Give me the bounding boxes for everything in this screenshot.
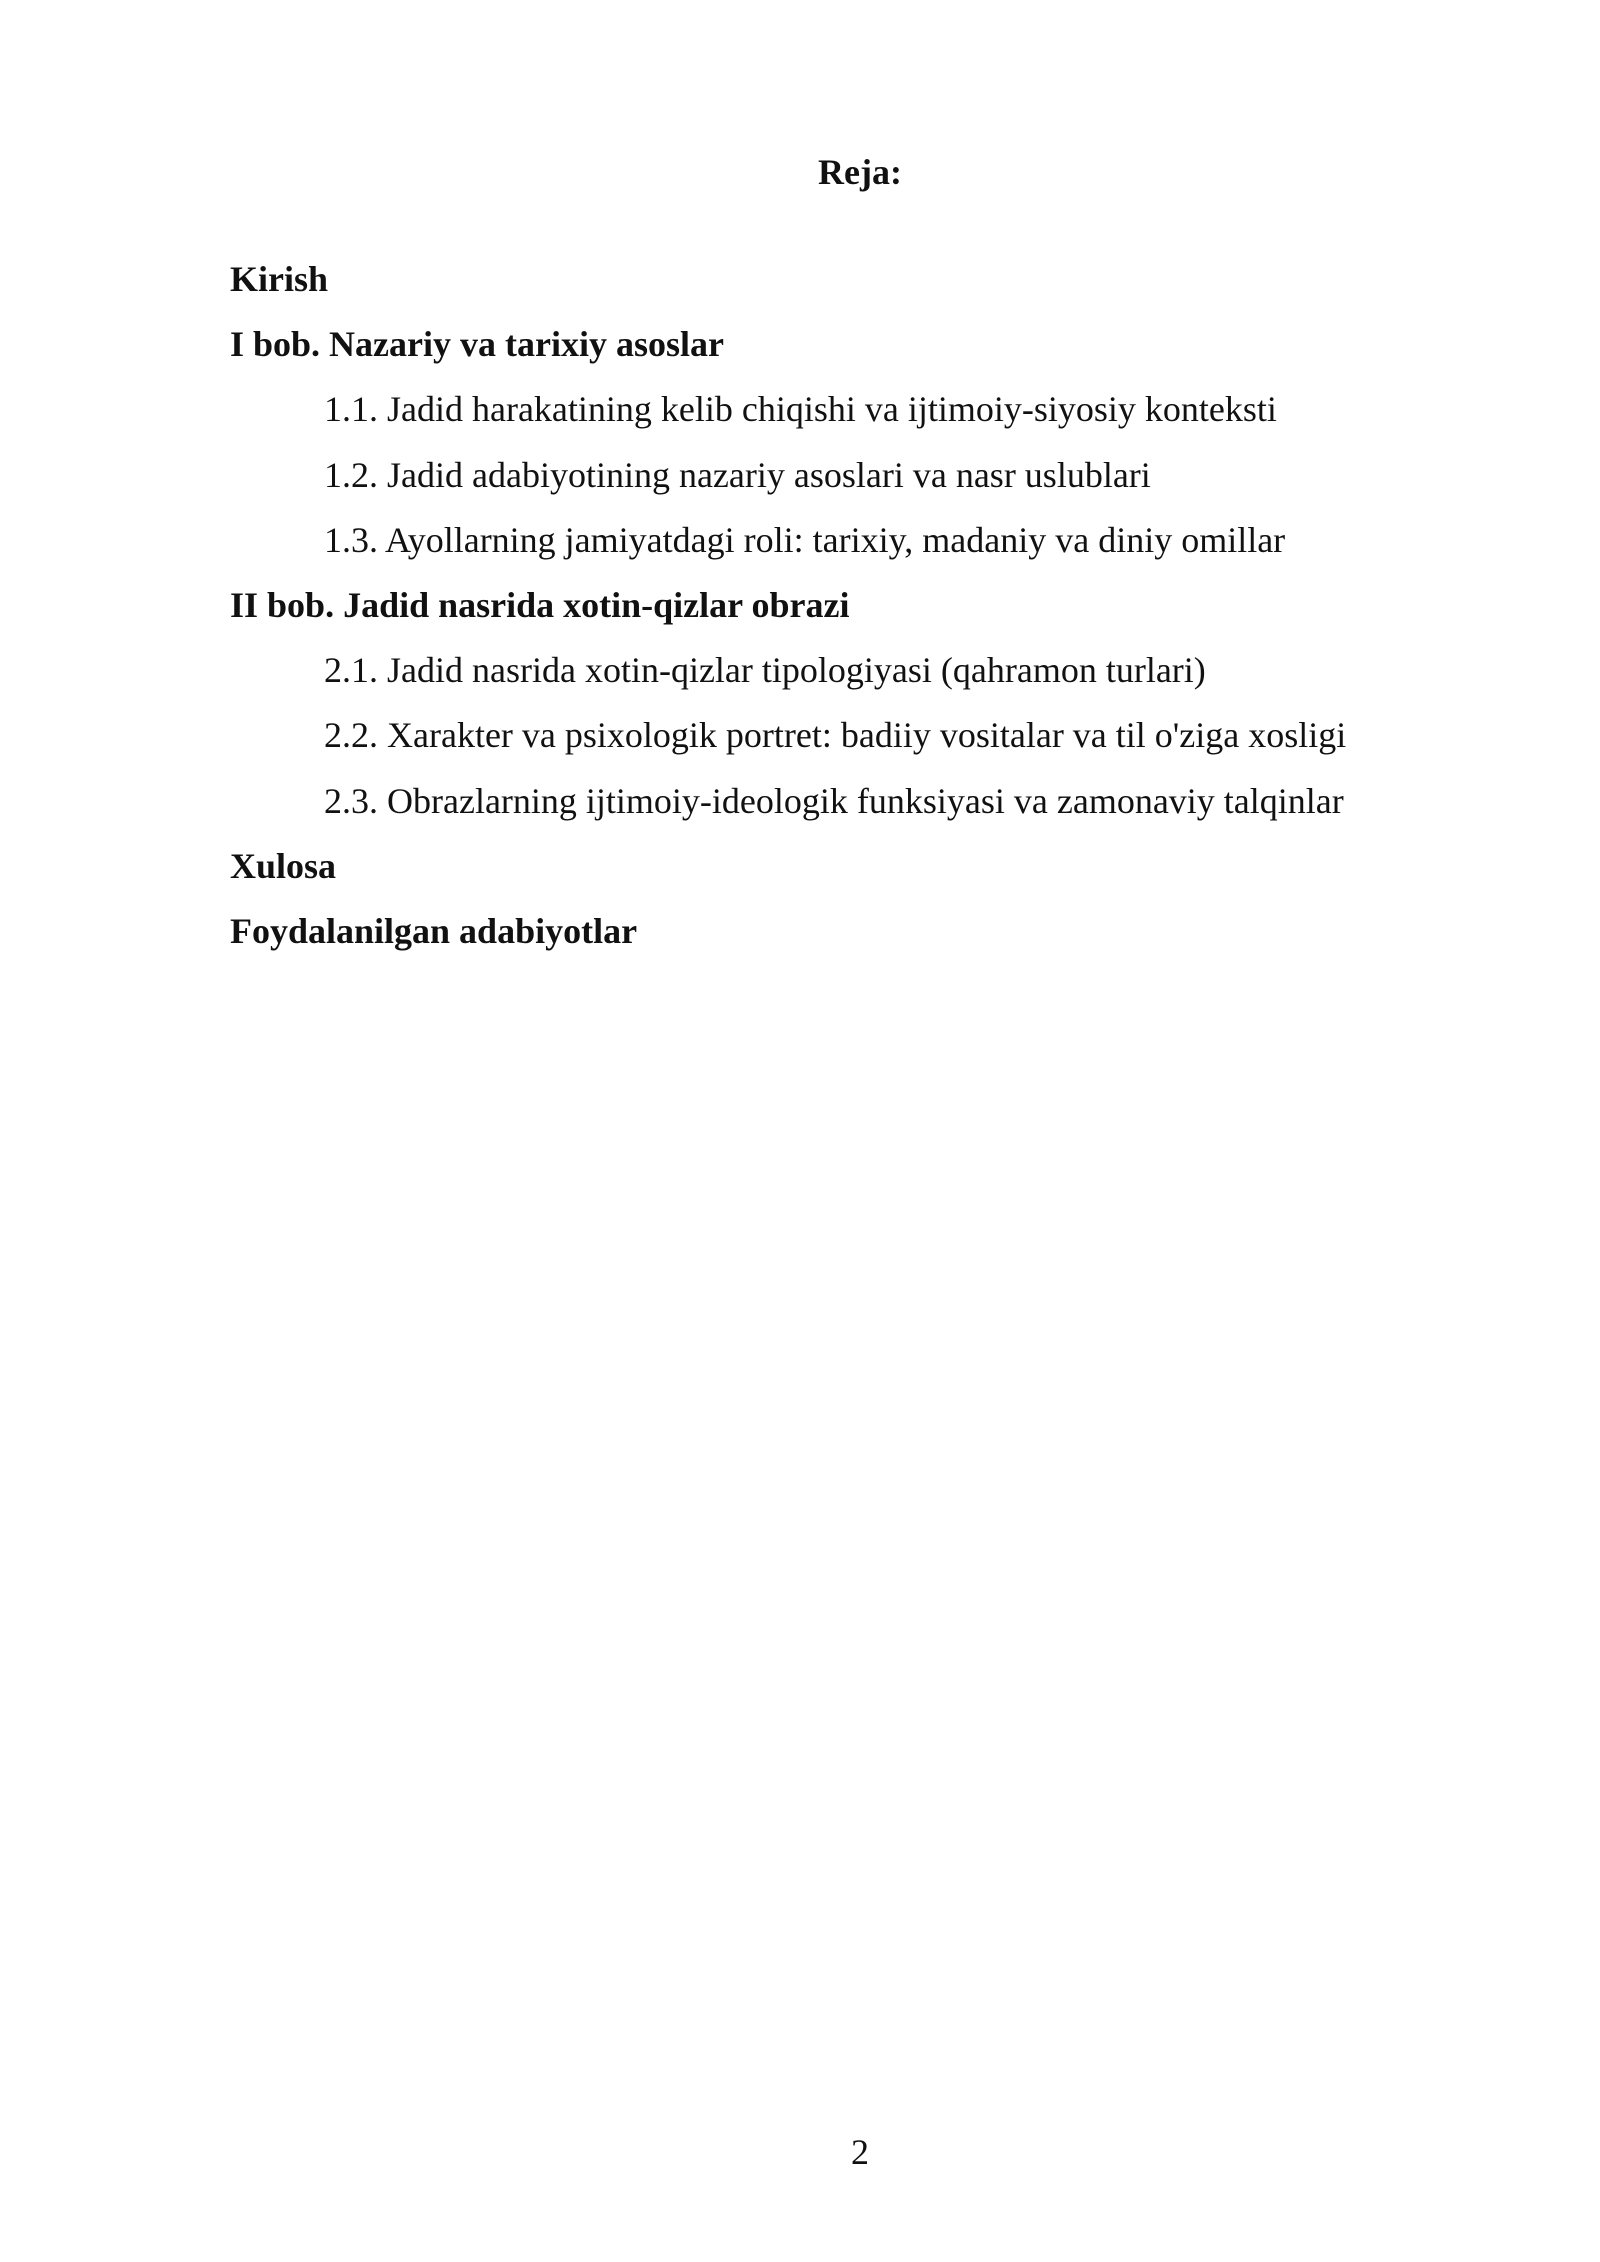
toc-chapter-2: II bob. Jadid nasrida xotin-qizlar obrazi (230, 584, 850, 625)
toc-section-2-3: 2.3. Obrazlarning ijtimoiy-ideologik funksiyasi va zamonaviy talqinlar (324, 780, 1344, 821)
toc-chapter-1: I bob. Nazariy va tarixiy asoslar (230, 324, 724, 365)
toc-item-conclusion: Xulosa (230, 845, 337, 886)
toc-section-2-1: 2.1. Jadid nasrida xotin-qizlar tipologiyasi (qahramon turlari) (324, 650, 1206, 691)
page-number: 2 (851, 2132, 869, 2172)
table-of-contents (230, 247, 1530, 964)
toc-item-introduction: Kirish (230, 259, 329, 299)
toc-section-1-2: 1.2. Jadid adabiyotining nazariy asoslari va nasr uslublari (324, 454, 1151, 495)
toc-section-1-3: 1.3. Ayollarning jamiyatdagi roli: tarixiy, madaniy va diniy omillar (324, 519, 1286, 560)
toc-item-references: Foydalanilgan adabiyotlar (230, 910, 638, 951)
toc-section-2-2: 2.2. Xarakter va psixologik portret: badiiy vositalar va til o'ziga xosligi (324, 715, 1347, 756)
page-title: Reja: (818, 152, 902, 192)
toc-section-1-1: 1.1. Jadid harakatining kelib chiqishi va ijtimoiy-siyosiy konteksti (324, 389, 1277, 430)
